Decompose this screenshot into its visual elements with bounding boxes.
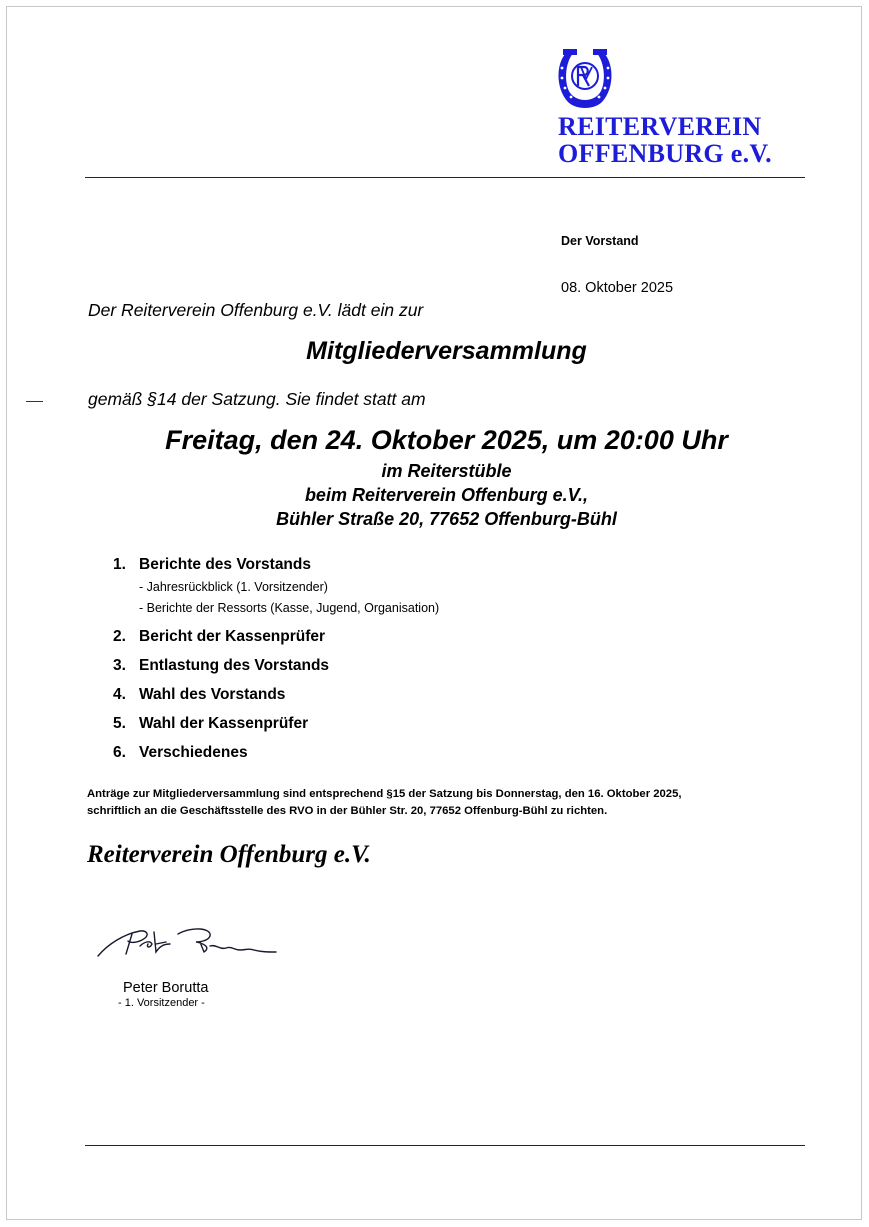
agenda-item [113,744,248,762]
agenda-item-number: 3. [113,657,126,674]
invitation-intro-2: gemäß §14 der Satzung. Sie findet statt am [88,389,426,409]
agenda-item [113,686,285,704]
event-location-line: im Reiterstüble [381,461,512,481]
footer-divider [85,1145,805,1146]
agenda-item [113,715,308,733]
sender: Der Vorstand [561,234,639,248]
invitation-intro: Der Reiterverein Offenburg e.V. lädt ein zur [88,300,424,320]
agenda-item-title: Verschiedenes [139,744,248,761]
agenda-item-number: 5. [113,715,126,732]
agenda-subitem: - Berichte der Ressorts (Kasse, Jugend, Organisation) [139,601,440,615]
agenda-item [113,556,311,574]
handwritten-signature [96,922,280,962]
notice-line: Anträge zur Mitgliederversammlung sind entsprechend §15 der Satzung bis Donnerstag, den 16. Oktober 2025, [87,788,682,800]
event-date: Freitag, den 24. Oktober 2025, um 20:00 Uhr [165,425,728,455]
letter-date: 08. Oktober 2025 [561,280,674,296]
agenda-item-title: Entlastung des Vorstands [139,657,330,674]
agenda-item-number: 2. [113,628,126,645]
org-name-line2: OFFENBURG e.V. [558,139,772,168]
agenda-item [113,628,325,646]
agenda-item-title: Berichte des Vorstands [139,556,311,573]
agenda-item-number: 4. [113,686,126,703]
page-title: Mitgliederversammlung [306,337,587,365]
agenda-item-number: 1. [113,556,126,573]
agenda-item-title: Bericht der Kassenprüfer [139,628,326,645]
header-divider [85,177,805,178]
signer-name: Peter Borutta [123,980,209,996]
event-location-line: beim Reiterverein Offenburg e.V., [304,485,589,505]
agenda-item-title: Wahl des Vorstands [139,686,286,703]
agenda-subitem: - Jahresrückblick (1. Vorsitzender) [139,580,328,594]
agenda-item-title: Wahl der Kassenprüfer [139,715,309,732]
horseshoe-logo-icon [554,46,616,112]
org-name-line1: REITERVEREIN [558,112,762,141]
agenda-item [113,657,329,675]
agenda-item-number: 6. [113,744,126,761]
signer-role: - 1. Vorsitzender - [118,997,205,1009]
org-signoff: Reiterverein Offenburg e.V. [87,841,371,868]
event-location-line: Bühler Straße 20, 77652 Offenburg-Bühl [276,509,617,529]
fold-mark [26,401,43,402]
notice-line: schriftlich an die Geschäftsstelle des RVO in der Bühler Str. 20, 77652 Offenburg-Bühl zu richten. [87,805,608,817]
